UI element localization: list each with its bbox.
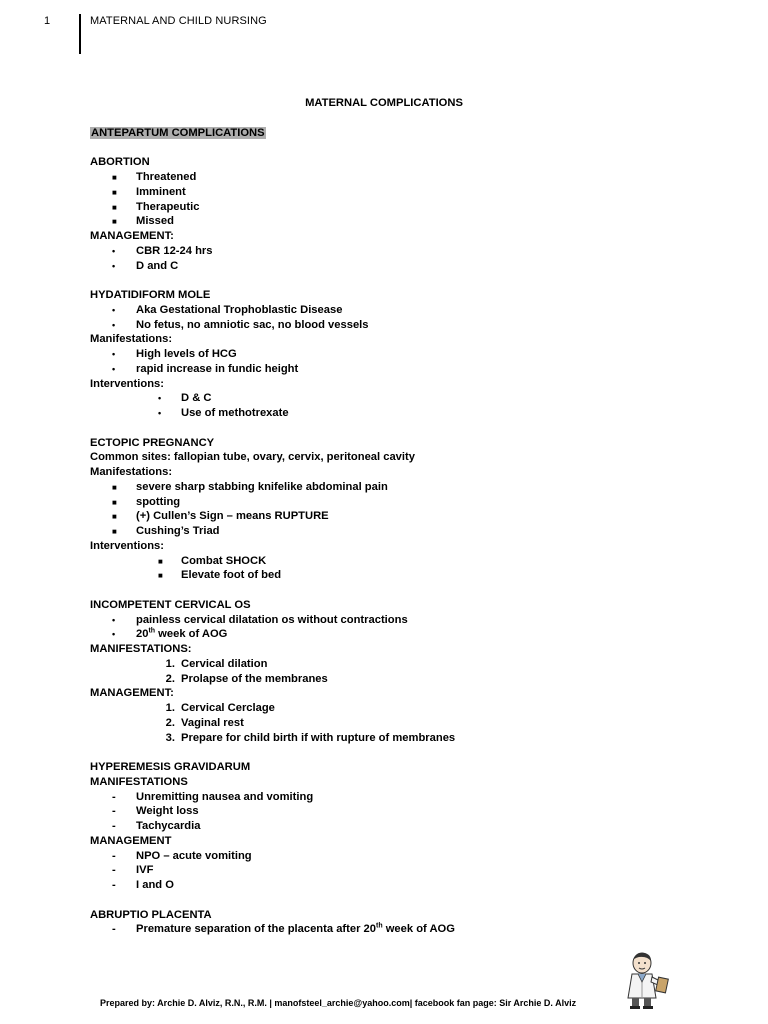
list-item: ■ Combat SHOCK — [90, 554, 690, 569]
dash-bullet-icon: - — [112, 864, 116, 877]
header-title: MATERNAL AND CHILD NURSING — [90, 15, 267, 27]
ectopic-sites: Common sites: fallopian tube, ovary, cervix, peritoneal cavity — [90, 451, 415, 464]
square-bullet-icon: ■ — [112, 497, 117, 507]
ectopic-heading: ECTOPIC PREGNANCY — [90, 436, 215, 449]
dot-bullet-icon: • — [112, 614, 116, 625]
list-item: • CBR 12-24 hrs — [112, 244, 213, 257]
list-item: • Aka Gestational Trophoblastic Disease — [112, 303, 343, 316]
list-item: 1. Cervical Cerclage — [165, 702, 275, 714]
highlighted-section-title: ANTEPARTUM COMPLICATIONS — [91, 126, 265, 139]
dot-bullet-icon: • — [112, 245, 116, 256]
dot-bullet-icon: • — [112, 349, 116, 359]
dash-bullet-icon: - — [112, 790, 116, 803]
mascot-illustration — [624, 950, 670, 1010]
list-number: 1. — [165, 702, 175, 714]
list-item: - Unremitting nausea and vomiting — [112, 790, 314, 803]
list-item: ■ Elevate foot of bed — [90, 568, 690, 583]
dash-bullet-icon: - — [112, 879, 116, 891]
mole-interventions-label: Interventions: — [90, 377, 164, 390]
abortion-heading: ABORTION — [90, 156, 150, 169]
hyperemesis-manifestations-label: MANIFESTATIONS — [90, 775, 188, 788]
list-item: 2. Vaginal rest — [165, 716, 244, 729]
dot-bullet-icon: • — [112, 304, 116, 315]
dot-bullet-icon: • — [112, 363, 116, 374]
dot-bullet-icon: • — [158, 408, 162, 418]
list-item: - Tachycardia — [112, 820, 201, 832]
list-number: 2. — [165, 716, 175, 729]
dash-bullet-icon: - — [112, 849, 116, 862]
list-item: • painless cervical dilatation os without contractions — [112, 613, 408, 626]
list-item: - Weight loss — [112, 805, 199, 818]
list-item: 1. Cervical dilation — [165, 657, 268, 670]
list-item: • D and C — [112, 259, 179, 272]
abruptio-heading: ABRUPTIO PLACENTA — [90, 908, 212, 921]
list-item: 3. Prepare for child birth if with rupture of membranes — [165, 731, 456, 744]
mole-heading: HYDATIDIFORM MOLE — [90, 289, 211, 301]
dot-bullet-icon: • — [158, 393, 162, 404]
footer-credits: Prepared by: Archie D. Alviz, R.N., R.M. | manofsteel_archie@yahoo.com| facebook fan page: Sir Archie D. Alviz — [100, 998, 577, 1008]
hyperemesis-management-label: MANAGEMENT — [90, 834, 172, 847]
dash-bullet-icon: - — [112, 820, 116, 832]
list-item: ■ spotting — [90, 495, 690, 510]
cervical-heading: INCOMPETENT CERVICAL OS — [90, 598, 251, 611]
square-bullet-icon: ■ — [158, 556, 163, 566]
list-item: • D & C — [158, 392, 212, 405]
square-bullet-icon: ■ — [112, 187, 117, 197]
header-divider — [79, 14, 81, 54]
list-item: ■ severe sharp stabbing knifelike abdominal pain — [90, 480, 690, 495]
ectopic-manifestations-label: Manifestations: — [90, 466, 173, 478]
page-number: 1 — [44, 15, 51, 27]
list-item: • High levels of HCG — [112, 348, 237, 360]
list-item: - NPO – acute vomiting — [112, 849, 252, 862]
list-number: 2. — [165, 672, 175, 685]
dot-bullet-icon: • — [112, 260, 116, 271]
square-bullet-icon: ■ — [112, 217, 117, 227]
list-item: • rapid increase in fundic height — [112, 362, 299, 375]
dash-bullet-icon: - — [112, 805, 116, 818]
dot-bullet-icon: • — [112, 319, 116, 330]
list-item: ■ Cushing’s Triad — [90, 524, 690, 539]
abortion-management-label: MANAGEMENT: — [90, 230, 174, 242]
square-bullet-icon: ■ — [112, 202, 117, 212]
list-item: ■ Threatened — [90, 170, 690, 185]
mole-manifestations-label: Manifestations: — [90, 333, 173, 346]
square-bullet-icon: ■ — [158, 571, 163, 581]
ectopic-interventions-label: Interventions: — [90, 539, 164, 552]
dash-bullet-icon: - — [112, 923, 116, 936]
list-item: - I and O — [112, 879, 174, 891]
document-title: MATERNAL COMPLICATIONS — [305, 97, 463, 109]
dot-bullet-icon: • — [112, 629, 116, 640]
square-bullet-icon: ■ — [112, 482, 117, 492]
list-item: ■ Imminent — [90, 185, 690, 200]
list-item: ■ Missed — [90, 214, 690, 229]
list-number: 3. — [165, 731, 175, 744]
list-item: • No fetus, no amniotic sac, no blood vessels — [112, 318, 369, 331]
list-item: - IVF — [112, 864, 154, 877]
document-body — [90, 96, 690, 937]
cervical-manifestations-label: MANIFESTATIONS: — [90, 643, 192, 655]
section-heading — [90, 126, 690, 141]
square-bullet-icon: ■ — [112, 512, 117, 522]
hyperemesis-heading: HYPEREMESIS GRAVIDARUM — [90, 761, 251, 773]
list-item: - Premature separation of the placenta after 20th week of AOG — [112, 922, 455, 936]
list-item: ■ Therapeutic — [90, 200, 690, 215]
list-item: 2. Prolapse of the membranes — [165, 672, 328, 685]
list-item: • Use of methotrexate — [158, 407, 289, 419]
list-item: ■ (+) Cullen’s Sign – means RUPTURE — [90, 509, 690, 524]
cervical-management-label: MANAGEMENT: — [90, 687, 174, 700]
list-number: 1. — [165, 657, 175, 670]
list-item: • 20th week of AOG — [112, 627, 228, 641]
square-bullet-icon: ■ — [112, 173, 117, 182]
square-bullet-icon: ■ — [112, 527, 117, 536]
